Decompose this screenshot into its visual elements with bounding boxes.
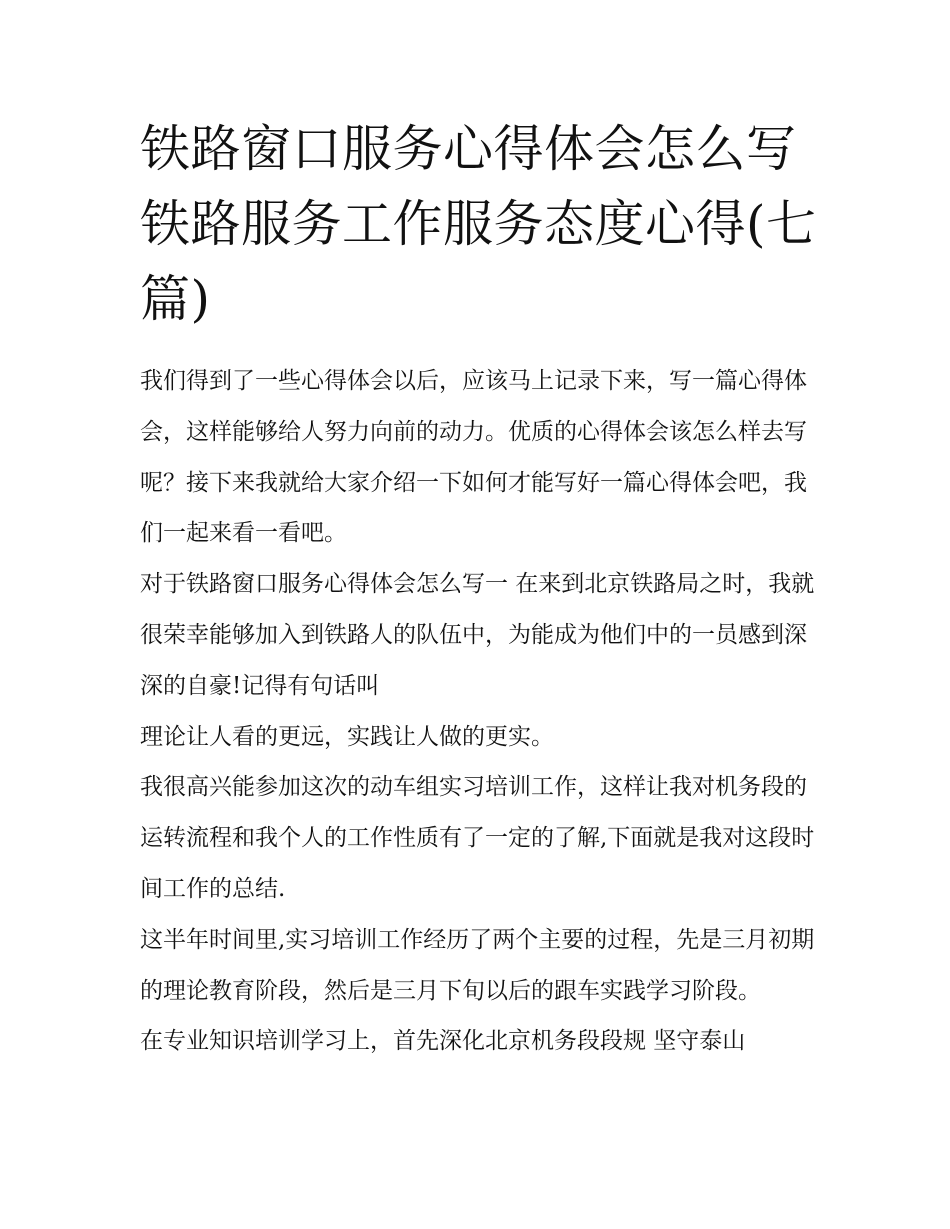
document-body: [140, 356, 820, 1067]
paragraph-emu-training: 我很高兴能参加这次的动车组实习培训工作，这样让我对机务段的运转流程和我个人的工作性质有了一定的了解,下面就是我对这段时间工作的总结.: [140, 774, 815, 902]
paragraph-railway-bureau: 对于铁路窗口服务心得体会怎么写一 在来到北京铁路局之时，我就很荣幸能够加入到铁路人的队伍中，为能成为他们中的一员感到深深的自豪!记得有句话叫: [140, 571, 815, 699]
paragraph-professional-knowledge: 在专业知识培训学习上，首先深化北京机务段段规 坚守泰山: [140, 1028, 746, 1055]
paragraph-intro: 我们得到了一些心得体会以后，应该马上记录下来，写一篇心得体会，这样能够给人努力向前的动力。优质的心得体会该怎么样去写呢？接下来我就给大家介绍一下如何才能写好一篇心得体会吧，我们一起来看一看吧。: [140, 368, 807, 547]
paragraph-theory-practice: 理论让人看的更远，实践让人做的更实。: [140, 723, 554, 750]
paragraph-half-year: 这半年时间里,实习培训工作经历了两个主要的过程，先是三月初期的理论教育阶段，然后是三月下旬以后的跟车实践学习阶段。: [140, 926, 815, 1004]
document-title: 铁路窗口服务心得体会怎么写铁路服务工作服务态度心得(七篇): [140, 120, 817, 328]
